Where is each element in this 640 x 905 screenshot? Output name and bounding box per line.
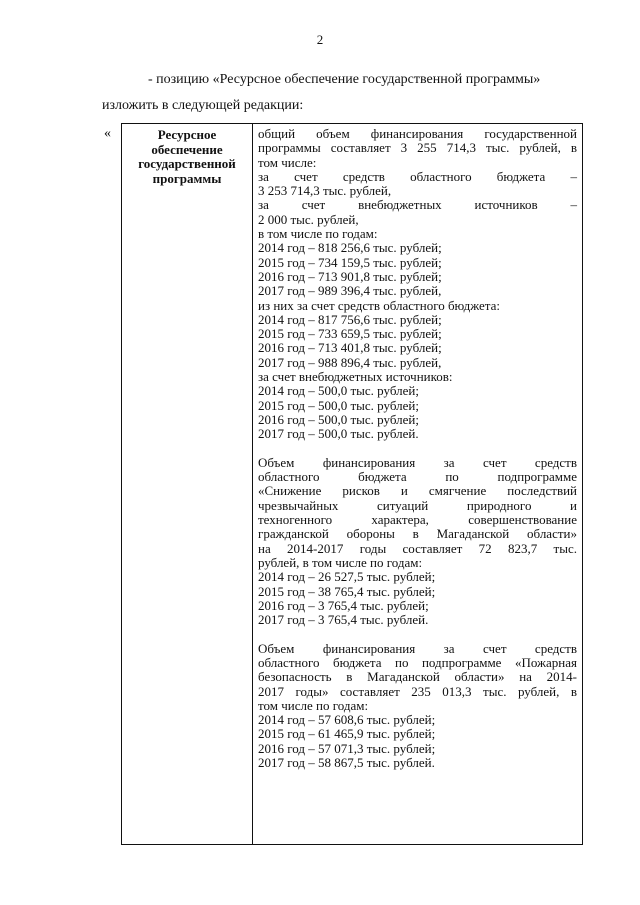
resource-content-cell <box>253 124 582 770</box>
paragraph2-line: Объем финансирования за счет средств <box>258 454 577 470</box>
paragraph3-line: областного бюджета по подпрограмме «Пожарная <box>258 654 577 670</box>
paragraph1-line: 2014 год – 817 756,6 тыс. рублей; <box>258 311 442 327</box>
paragraph1-line: 2 000 тыс. рублей, <box>258 211 359 227</box>
resource-table <box>121 123 583 845</box>
opening-quote: « <box>104 126 111 141</box>
paragraph1-line: 2016 год – 500,0 тыс. рублей; <box>258 411 419 427</box>
paragraph2-line: рублей, в том числе по годам: <box>258 554 423 570</box>
label-line: Ресурсное <box>157 127 217 142</box>
paragraph3-line: 2016 год – 57 071,3 тыс. рублей; <box>258 740 436 756</box>
paragraph1-line: за счет внебюджетных источников: <box>258 369 453 385</box>
paragraph2-line: областного бюджета по подпрограмме <box>258 469 577 485</box>
paragraph2-line: техногенного характера, совершенствование <box>258 512 577 528</box>
paragraph3-line: 2014 год – 57 608,6 тыс. рублей; <box>258 712 436 728</box>
paragraph2-line: 2016 год – 3 765,4 тыс. рублей; <box>258 597 429 613</box>
paragraph1-line: 2014 год – 818 256,6 тыс. рублей; <box>258 240 442 256</box>
resource-label-cell <box>122 124 253 844</box>
paragraph1-line: 2017 год – 989 396,4 тыс. рублей, <box>258 283 442 299</box>
paragraph2-line: 2017 год – 3 765,4 тыс. рублей. <box>258 612 429 628</box>
paragraph1-line: том числе: <box>258 154 317 170</box>
paragraph1-line: программы составляет 3 255 714,3 тыс. рублей, в <box>258 140 577 156</box>
paragraph1-line: за счет внебюджетных источников – <box>258 197 577 213</box>
paragraph1-line: 3 253 714,3 тыс. рублей, <box>258 183 392 199</box>
paragraph2-line: 2014 год – 26 527,5 тыс. рублей; <box>258 569 436 585</box>
paragraph1-line: в том числе по годам: <box>258 226 378 242</box>
paragraph1-line: 2017 год – 988 896,4 тыс. рублей, <box>258 354 442 370</box>
paragraph2-line: «Снижение рисков и смягчение последствий <box>258 483 577 499</box>
paragraph3-line: 2017 год – 58 867,5 тыс. рублей. <box>258 755 435 771</box>
intro-line-1: - позицию «Ресурсное обеспечение государственной программы» <box>148 72 541 87</box>
paragraph1-line: 2016 год – 713 401,8 тыс. рублей; <box>258 340 442 356</box>
label-line: обеспечение <box>151 141 223 157</box>
paragraph3-line: безопасность в Магаданской области» на 2014- <box>258 669 577 685</box>
page-number: 2 <box>316 32 324 47</box>
label-line: государственной <box>138 156 236 171</box>
paragraph1-line: 2016 год – 713 901,8 тыс. рублей; <box>258 268 442 284</box>
paragraph1-line: 2015 год – 733 659,5 тыс. рублей; <box>258 326 442 342</box>
paragraph-spacer <box>258 627 577 641</box>
intro-line-2: изложить в следующей редакции: <box>102 98 304 113</box>
paragraph1-line: 2015 год – 734 159,5 тыс. рублей; <box>258 254 442 270</box>
paragraph1-line: за счет средств областного бюджета – <box>258 168 577 184</box>
paragraph2-line: гражданской обороны в Магаданской области» <box>258 526 577 542</box>
paragraph1-line: 2014 год – 500,0 тыс. рублей; <box>258 383 419 399</box>
paragraph-spacer <box>258 442 577 456</box>
paragraph1-line: 2017 год – 500,0 тыс. рублей. <box>258 426 419 442</box>
paragraph1-line: 2015 год – 500,0 тыс. рублей; <box>258 397 419 413</box>
paragraph3-line: 2015 год – 61 465,9 тыс. рублей; <box>258 726 436 742</box>
paragraph3-line: том числе по годам: <box>258 697 369 713</box>
paragraph1-line: из них за счет средств областного бюджета: <box>258 297 501 313</box>
paragraph2-line: 2015 год – 38 765,4 тыс. рублей; <box>258 583 436 599</box>
paragraph3-line: Объем финансирования за счет средств <box>258 640 577 656</box>
paragraph1-line: общий объем финансирования государственной <box>258 126 577 141</box>
label-line: программы <box>152 170 222 186</box>
paragraph3-line: 2017 годы» составляет 235 013,3 тыс. рублей, в <box>258 683 577 699</box>
paragraph2-line: на 2014-2017 годы составляет 72 823,7 тыс. <box>258 540 577 556</box>
paragraph2-line: чрезвычайных ситуаций природного и <box>258 497 577 513</box>
